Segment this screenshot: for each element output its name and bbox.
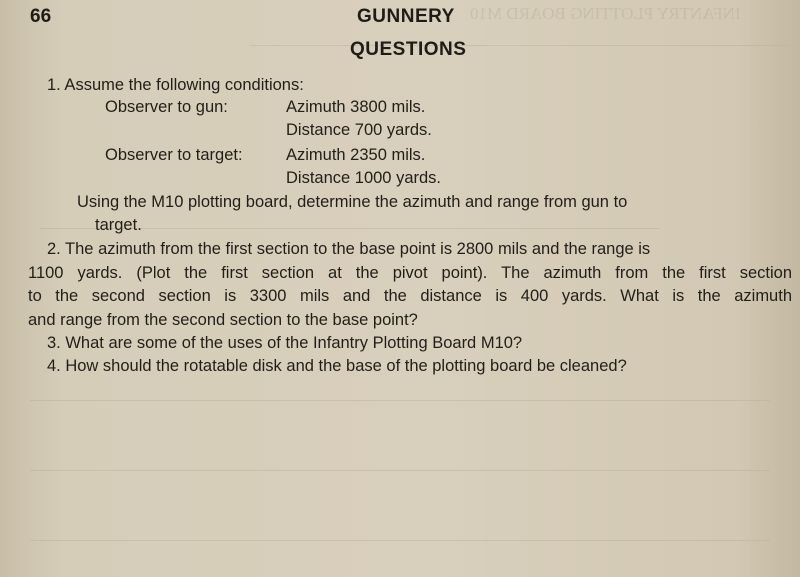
question-4: 4. How should the rotatable disk and the base of the plotting board be cleaned? bbox=[47, 357, 627, 375]
question-3: 3. What are some of the uses of the Infantry Plotting Board M10? bbox=[47, 334, 523, 352]
observer-to-gun-label: Observer to gun: bbox=[105, 98, 228, 116]
question-2-line-1: 2. The azimuth from the first section to the base point is 2800 mils and the range is bbox=[47, 240, 651, 258]
question-2-line-4: and range from the second section to the base point? bbox=[28, 311, 418, 329]
bleed-through-line bbox=[30, 470, 770, 481]
page-number: 66 bbox=[30, 6, 52, 27]
bleed-through-heading: INFANTRY PLOTTING BOARD M10 bbox=[470, 4, 741, 23]
section-title: QUESTIONS bbox=[350, 39, 467, 60]
question-1-intro: 1. Assume the following conditions: bbox=[47, 76, 304, 94]
bleed-through-line bbox=[30, 400, 770, 411]
running-head: GUNNERY bbox=[357, 6, 455, 27]
bleed-through-line bbox=[250, 45, 790, 56]
observer-to-target-label: Observer to target: bbox=[105, 146, 243, 164]
observer-to-gun-distance: Distance 700 yards. bbox=[286, 121, 432, 139]
question-2-line-3: to the second section is 3300 mils and the distance is 400 yards. What is the azimuth bbox=[28, 287, 792, 305]
observer-to-target-azimuth: Azimuth 2350 mils. bbox=[286, 146, 426, 164]
question-1-task-line-2: target. bbox=[95, 216, 142, 234]
question-1-task-line-1: Using the M10 plotting board, determine the azimuth and range from gun to bbox=[77, 193, 628, 211]
observer-to-gun-azimuth: Azimuth 3800 mils. bbox=[286, 98, 426, 116]
question-2-line-2: 1100 yards. (Plot the first section at the pivot point). The azimuth from the first section bbox=[28, 264, 792, 282]
bleed-through-line bbox=[30, 540, 770, 551]
observer-to-target-distance: Distance 1000 yards. bbox=[286, 169, 442, 187]
